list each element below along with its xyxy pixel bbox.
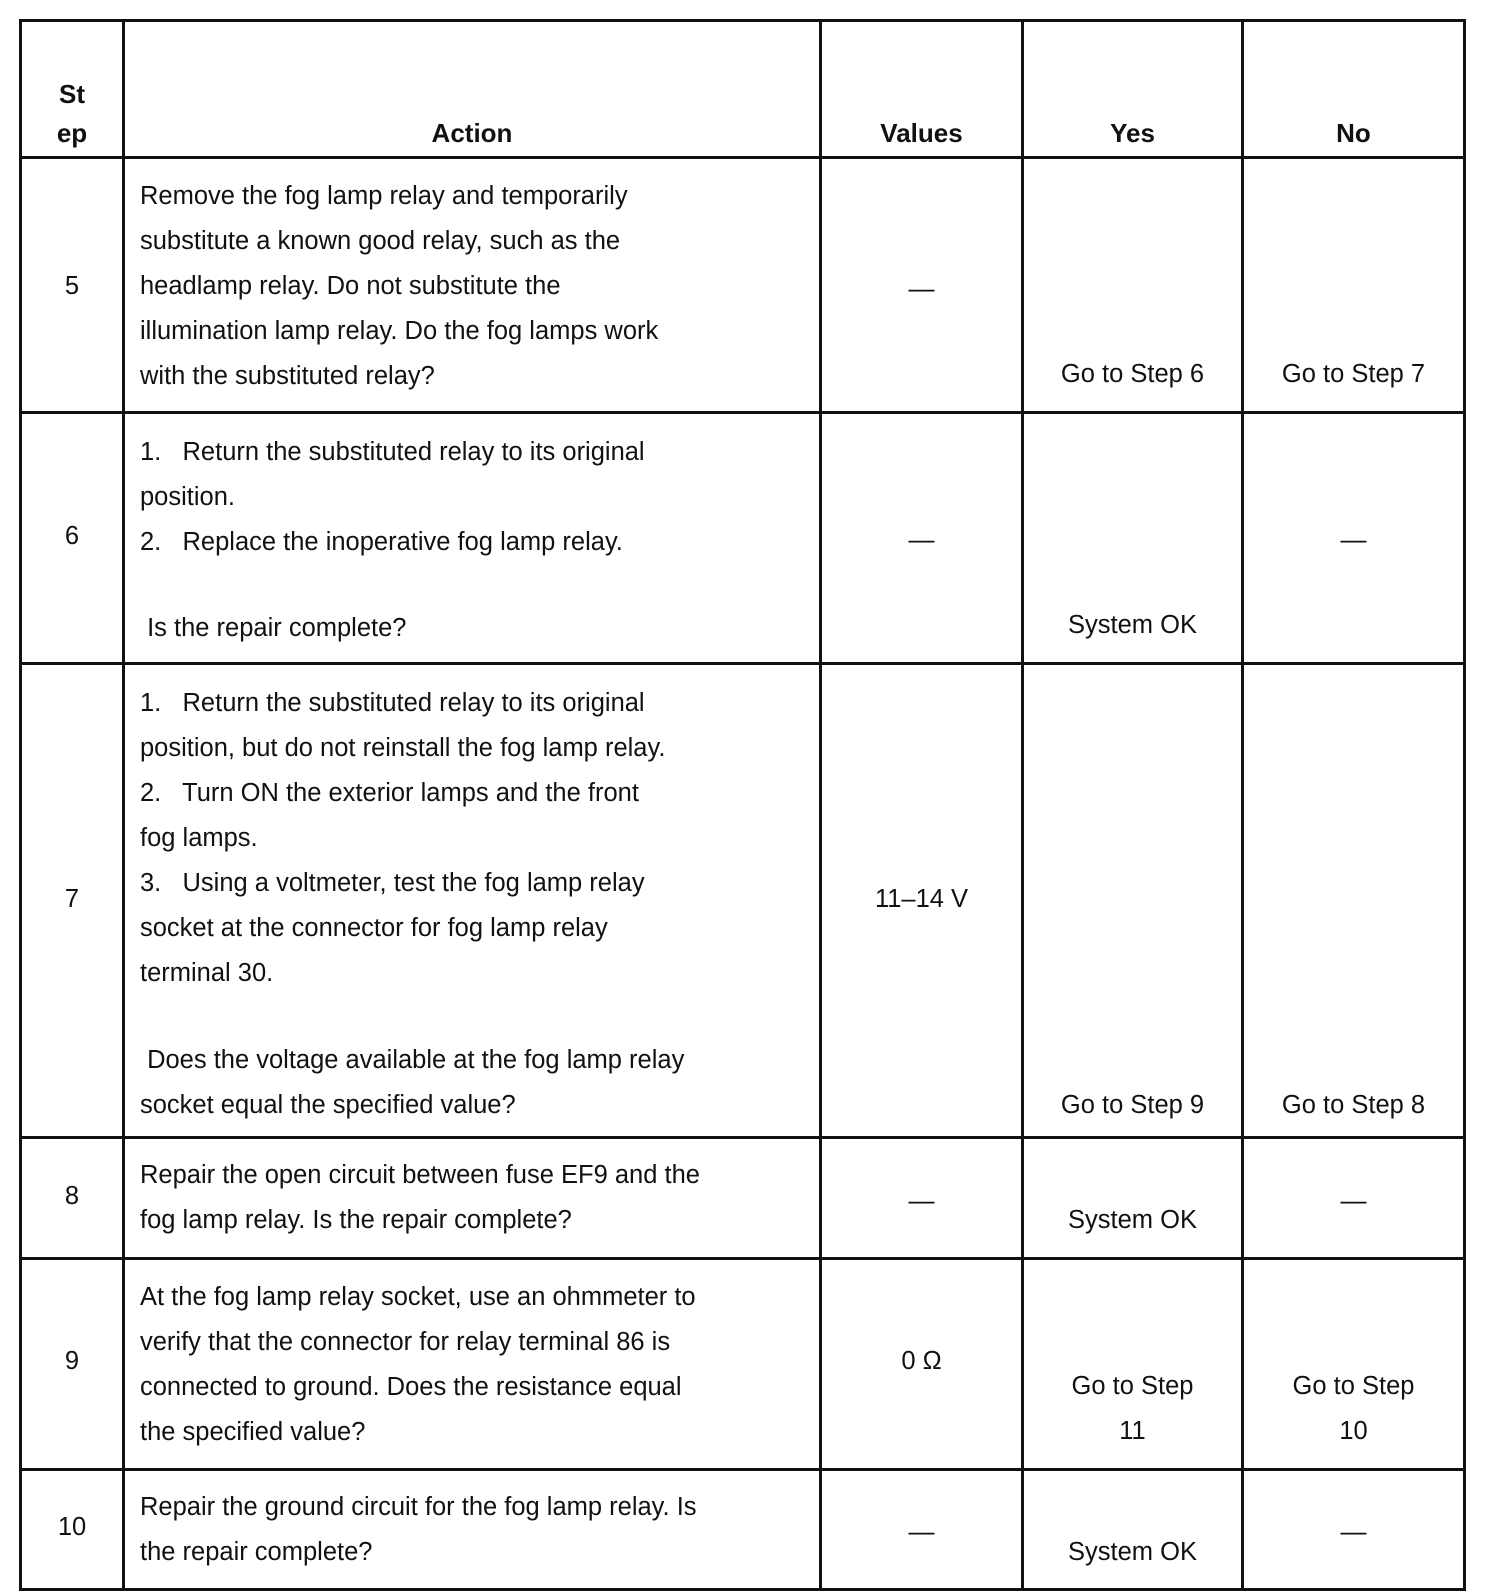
no-outcome: Go to Step 7 — [1281, 360, 1426, 388]
yes-outcome: System OK — [1068, 1206, 1197, 1234]
yes-outcome: Go to Step 11 — [1071, 1372, 1194, 1445]
no-outcome: Go to Step 10 — [1292, 1372, 1415, 1445]
value-text: — — [908, 1516, 935, 1546]
value-text: — — [908, 524, 935, 554]
no-outcome: — — [1340, 524, 1367, 554]
table-rule — [19, 19, 1466, 22]
table-rule — [122, 20, 125, 1590]
table-rule — [19, 1588, 1466, 1591]
no-outcome: — — [1340, 1516, 1367, 1546]
header-yes: Yes — [1110, 118, 1155, 148]
step-number: 5 — [64, 272, 80, 300]
yes-outcome: Go to Step 9 — [1060, 1091, 1205, 1119]
yes-outcome: System OK — [1068, 1538, 1197, 1566]
value-text: — — [908, 273, 935, 303]
step-number: 10 — [57, 1513, 87, 1541]
no-outcome: — — [1340, 1185, 1367, 1215]
header-no: No — [1336, 118, 1371, 148]
action-text: Repair the ground circuit for the fog lamp relay. Is the repair complete? — [140, 1493, 697, 1566]
value-text: 0 Ω — [901, 1347, 942, 1375]
header-action: Action — [431, 118, 513, 148]
yes-outcome: System OK — [1068, 611, 1197, 639]
action-text: Remove the fog lamp relay and temporarily substitute a known good relay, such as the headlamp relay. Do not substitute the illumination lamp relay. Do the fog lamps work with the substituted relay? — [140, 182, 659, 390]
action-text: 1. Return the substituted relay to its original position. 2. Replace the inoperative fog lamp relay. Is the repair complete? — [140, 438, 645, 642]
step-number: 7 — [64, 885, 80, 913]
action-text: At the fog lamp relay socket, use an ohmmeter to verify that the connector for relay terminal 86 is connected to ground. Does the resistance equal the specified value? — [140, 1283, 696, 1446]
yes-outcome: Go to Step 6 — [1060, 360, 1205, 388]
table-rule — [1241, 20, 1244, 1590]
table-rule — [19, 1257, 1466, 1260]
no-outcome: Go to Step 8 — [1281, 1091, 1426, 1119]
step-number: 6 — [64, 522, 80, 550]
table-rule — [1463, 20, 1466, 1590]
header-step: St ep — [56, 79, 88, 148]
table-rule — [19, 411, 1466, 414]
value-text: — — [908, 1185, 935, 1215]
step-number: 9 — [64, 1347, 80, 1375]
table-rule — [19, 156, 1466, 159]
table-rule — [19, 1468, 1466, 1471]
table-rule — [19, 662, 1466, 665]
action-text: 1. Return the substituted relay to its original position, but do not reinstall the fog lamp relay. 2. Turn ON the exterior lamps and the front fog lamps. 3. Using a voltmeter, test the fog lamp relay socket at the connector for fog lamp relay terminal 30. Does the voltage available at the fog lamp relay socket equal the specified value? — [140, 689, 685, 1119]
step-number: 8 — [64, 1182, 80, 1210]
header-values: Values — [880, 118, 963, 148]
action-text: Repair the open circuit between fuse EF9 and the fog lamp relay. Is the repair complete? — [140, 1161, 700, 1234]
table-rule — [1021, 20, 1024, 1590]
table-rule — [19, 1136, 1466, 1139]
value-text: 11–14 V — [874, 885, 969, 913]
